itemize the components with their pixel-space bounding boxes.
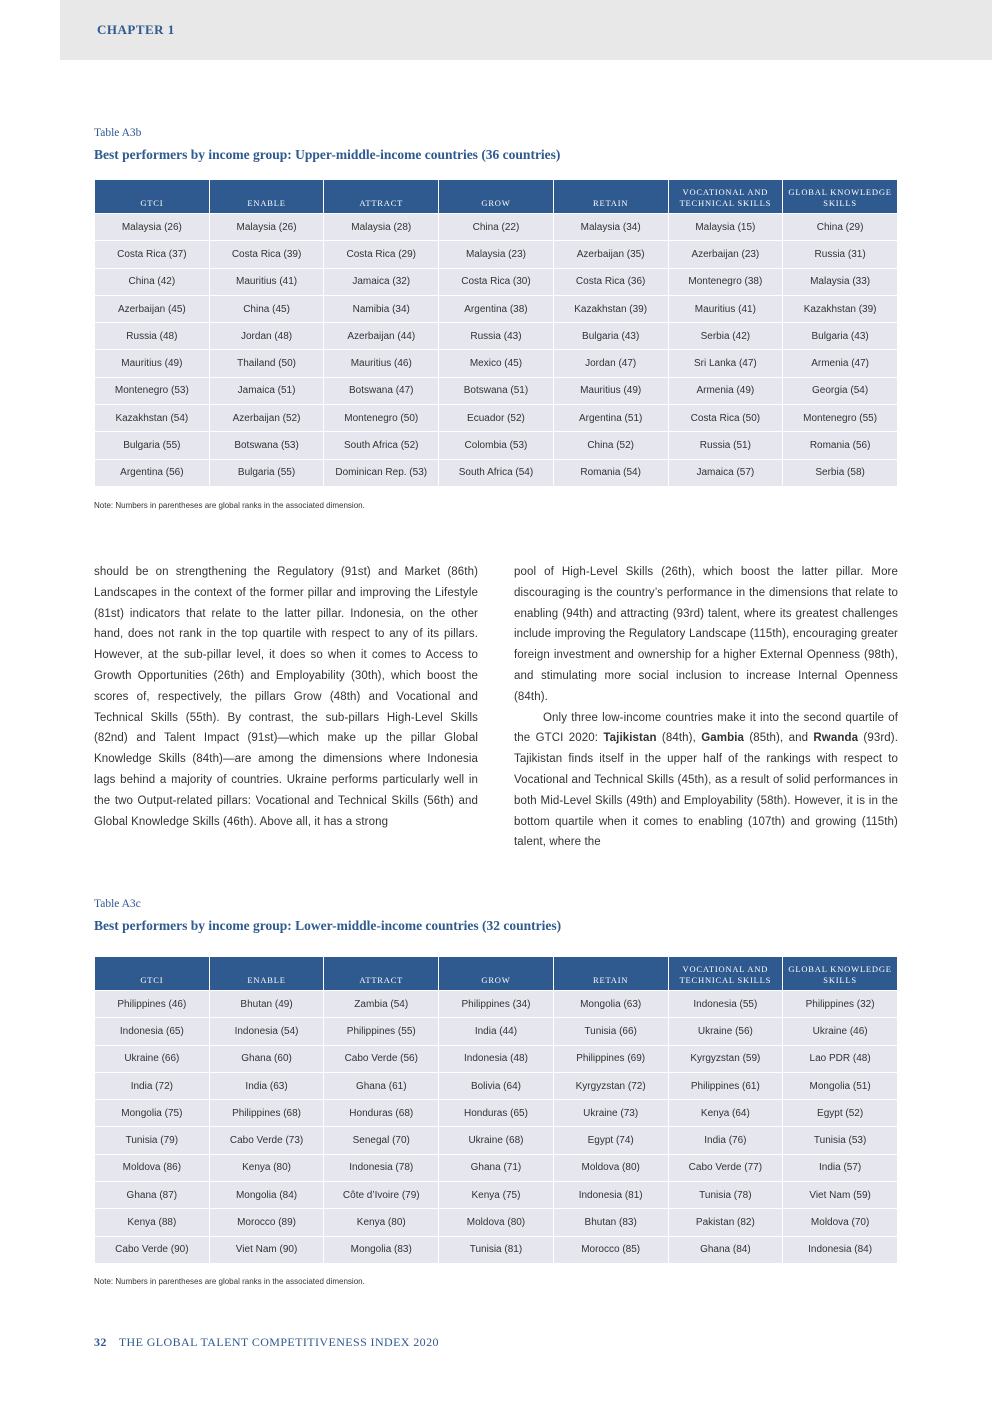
table-row	[95, 1182, 897, 1208]
table-row	[95, 378, 897, 404]
table-cell: Tunisia (81)	[439, 1237, 553, 1263]
column-header: GLOBAL KNOWLEDGE SKILLS	[783, 180, 897, 213]
table-cell: Tunisia (78)	[669, 1182, 783, 1208]
column-header: ATTRACT	[324, 957, 438, 990]
column-header: RETAIN	[554, 180, 668, 213]
table-cell: Costa Rica (39)	[210, 241, 324, 267]
table-row	[95, 460, 897, 486]
table-cell: Philippines (55)	[324, 1018, 438, 1044]
table-cell: Kenya (75)	[439, 1182, 553, 1208]
table-cell: Indonesia (48)	[439, 1046, 553, 1072]
table-cell: Cabo Verde (90)	[95, 1237, 209, 1263]
table-cell: Dominican Rep. (53)	[324, 460, 438, 486]
table-cell: Azerbaijan (45)	[95, 296, 209, 322]
table-cell: Romania (54)	[554, 460, 668, 486]
column-header: GROW	[439, 957, 553, 990]
table-cell: Bulgaria (55)	[210, 460, 324, 486]
column-header: VOCATIONAL AND TECHNICAL SKILLS	[669, 180, 783, 213]
table-cell: Colombia (53)	[439, 432, 553, 458]
table-cell: Ghana (87)	[95, 1182, 209, 1208]
table-row	[95, 1237, 897, 1263]
chapter-label: CHAPTER 1	[97, 22, 175, 37]
table-cell: Malaysia (15)	[669, 214, 783, 240]
table-cell: Russia (43)	[439, 323, 553, 349]
table-cell: India (76)	[669, 1127, 783, 1153]
table-cell: Moldova (80)	[554, 1155, 668, 1181]
table-cell: Kenya (88)	[95, 1209, 209, 1235]
column-header: GLOBAL KNOWLEDGE SKILLS	[783, 957, 897, 990]
table-a3c-label: Table A3c	[94, 898, 141, 910]
table-cell: Georgia (54)	[783, 378, 897, 404]
table-cell: Morocco (89)	[210, 1209, 324, 1235]
table-cell: Philippines (32)	[783, 991, 897, 1017]
table-cell: Tunisia (66)	[554, 1018, 668, 1044]
table-cell: Armenia (47)	[783, 350, 897, 376]
body-left-column	[94, 562, 478, 832]
table-cell: Mexico (45)	[439, 350, 553, 376]
table-cell: Malaysia (26)	[210, 214, 324, 240]
table-cell: Russia (48)	[95, 323, 209, 349]
country-gambia: Gambia	[701, 732, 744, 745]
text-run: (85th), and	[744, 732, 814, 745]
table-cell: Mongolia (75)	[95, 1100, 209, 1126]
table-cell: Costa Rica (29)	[324, 241, 438, 267]
table-cell: Malaysia (23)	[439, 241, 553, 267]
table-row	[95, 1155, 897, 1181]
table-row	[95, 432, 897, 458]
table-cell: Indonesia (54)	[210, 1018, 324, 1044]
publication-title: THE GLOBAL TALENT COMPETITIVENESS INDEX 2020	[118, 1335, 439, 1349]
table-cell: Namibia (34)	[324, 296, 438, 322]
table-cell: Senegal (70)	[324, 1127, 438, 1153]
page-footer	[94, 1335, 439, 1350]
table-cell: India (57)	[783, 1155, 897, 1181]
country-rwanda: Rwanda	[813, 732, 859, 745]
table-cell: Mongolia (83)	[324, 1237, 438, 1263]
table-cell: Philippines (34)	[439, 991, 553, 1017]
table-cell: Ghana (71)	[439, 1155, 553, 1181]
column-header: VOCATIONAL AND TECHNICAL SKILLS	[669, 957, 783, 990]
table-row	[95, 1127, 897, 1153]
table-a3b-title: Best performers by income group: Upper-middle-income countries (36 countries)	[94, 147, 561, 162]
table-cell: Mauritius (41)	[210, 269, 324, 295]
table-a3b-label: Table A3b	[94, 127, 142, 139]
table-cell: Argentina (38)	[439, 296, 553, 322]
table-cell: Zambia (54)	[324, 991, 438, 1017]
table-cell: China (42)	[95, 269, 209, 295]
table-cell: Indonesia (65)	[95, 1018, 209, 1044]
column-header: GTCI	[95, 180, 209, 213]
text-run: Only three low-income countries make it into the second quartile of the GTCI 2020:	[514, 711, 898, 745]
column-header: ENABLE	[210, 180, 324, 213]
table-cell: Malaysia (26)	[95, 214, 209, 240]
table-cell: Mauritius (41)	[669, 296, 783, 322]
table-cell: Ukraine (68)	[439, 1127, 553, 1153]
table-cell: Mongolia (63)	[554, 991, 668, 1017]
text-run: (93rd). Tajikistan finds itself in the upper half of the rankings with respect to Vocational and Technical Skills (45th), as a result of solid performances in both Mid-Level Skills (49th) and Employability (58th). However, it is in the bottom quartile when it comes to enabling (107th) and growing (115th) talent, where the	[514, 732, 899, 849]
table-cell: Egypt (52)	[783, 1100, 897, 1126]
table-cell: Viet Nam (59)	[783, 1182, 897, 1208]
table-cell: Moldova (80)	[439, 1209, 553, 1235]
table-cell: Jamaica (51)	[210, 378, 324, 404]
table-cell: Costa Rica (50)	[669, 405, 783, 431]
table-cell: Lao PDR (48)	[783, 1046, 897, 1072]
table-row	[95, 269, 897, 295]
table-cell: Costa Rica (36)	[554, 269, 668, 295]
table-cell: Côte d’Ivoire (79)	[324, 1182, 438, 1208]
table-cell: China (52)	[554, 432, 668, 458]
table-cell: Mongolia (84)	[210, 1182, 324, 1208]
table-cell: Kazakhstan (39)	[783, 296, 897, 322]
right-paragraph-2	[514, 708, 898, 854]
table-cell: Kenya (80)	[324, 1209, 438, 1235]
table-cell: Jamaica (57)	[669, 460, 783, 486]
table-cell: Indonesia (81)	[554, 1182, 668, 1208]
table-cell: Tunisia (79)	[95, 1127, 209, 1153]
table-cell: Malaysia (28)	[324, 214, 438, 240]
table-cell: Philippines (69)	[554, 1046, 668, 1072]
table-cell: Kyrgyzstan (72)	[554, 1073, 668, 1099]
table-cell: Argentina (51)	[554, 405, 668, 431]
table-row	[95, 405, 897, 431]
table-cell: Ghana (60)	[210, 1046, 324, 1072]
table-cell: Argentina (56)	[95, 460, 209, 486]
table-cell: Ghana (84)	[669, 1237, 783, 1263]
table-row	[95, 1209, 897, 1235]
table-cell: Jordan (48)	[210, 323, 324, 349]
table-cell: Viet Nam (90)	[210, 1237, 324, 1263]
table-cell: Cabo Verde (73)	[210, 1127, 324, 1153]
table-row	[95, 350, 897, 376]
table-cell: Indonesia (84)	[783, 1237, 897, 1263]
column-header: GROW	[439, 180, 553, 213]
table-cell: Romania (56)	[783, 432, 897, 458]
table-cell: Mongolia (51)	[783, 1073, 897, 1099]
table-cell: Egypt (74)	[554, 1127, 668, 1153]
table-cell: Kazakhstan (54)	[95, 405, 209, 431]
table-cell: Ukraine (46)	[783, 1018, 897, 1044]
column-header: ATTRACT	[324, 180, 438, 213]
table-cell: Bhutan (83)	[554, 1209, 668, 1235]
column-header: GTCI	[95, 957, 209, 990]
table-cell: Cabo Verde (77)	[669, 1155, 783, 1181]
table-cell: Azerbaijan (44)	[324, 323, 438, 349]
table-cell: Montenegro (53)	[95, 378, 209, 404]
table-cell: China (29)	[783, 214, 897, 240]
text-run: (84th),	[656, 732, 702, 745]
table-cell: Montenegro (38)	[669, 269, 783, 295]
table-cell: Indonesia (78)	[324, 1155, 438, 1181]
left-paragraph: should be on strengthening the Regulatory (91st) and Market (86th) Landscapes in the context of the former pillar and improving the Lifestyle (81st) indicators that relate to the latter pillar. Indonesia, on the other hand, does not rank in the top quartile with respect to any of its pillars. However, at the sub-pillar level, it does so when it comes to Access to Growth Opportunities (26th) and Employability (30th), which boost the scores of, respectively, the pillars Grow (48th) and Vocational and Technical Skills (55th). By contrast, the sub-pillars High-Level Skills (82nd) and Talent Impact (91st)—which make up the pillar Global Knowledge Skills (84th)—are among the dimensions where Indonesia lags behind a majority of countries. Ukraine performs particularly well in the two Output-related pillars: Vocational and Technical Skills (56th) and Global Knowledge Skills (46th). Above all, it has a strong	[94, 566, 478, 828]
table-cell: Bolivia (64)	[439, 1073, 553, 1099]
table-row	[95, 241, 897, 267]
table-cell: Azerbaijan (23)	[669, 241, 783, 267]
table-cell: Costa Rica (37)	[95, 241, 209, 267]
table-cell: Moldova (86)	[95, 1155, 209, 1181]
table-cell: Kenya (80)	[210, 1155, 324, 1181]
table-cell: Philippines (46)	[95, 991, 209, 1017]
table-cell: Sri Lanka (47)	[669, 350, 783, 376]
table-cell: Costa Rica (30)	[439, 269, 553, 295]
table-cell: Honduras (65)	[439, 1100, 553, 1126]
table-cell: Cabo Verde (56)	[324, 1046, 438, 1072]
right-paragraph-1: pool of High-Level Skills (26th), which boost the latter pillar. More discouraging is the country’s performance in the dimensions that relate to enabling (94th) and attracting (93rd) talent, where its greatest challenges include improving the Regulatory Landscape (115th), encouraging greater foreign investment and ownership for a higher External Openness (98th), and stimulating more social inclusion to increase Internal Openness (84th).	[514, 566, 898, 703]
table-cell: Mauritius (46)	[324, 350, 438, 376]
table-cell: Russia (31)	[783, 241, 897, 267]
table-cell: Azerbaijan (52)	[210, 405, 324, 431]
table-cell: Honduras (68)	[324, 1100, 438, 1126]
header-band	[60, 0, 992, 60]
table-cell: India (63)	[210, 1073, 324, 1099]
table-cell: Mauritius (49)	[554, 378, 668, 404]
table-cell: Ukraine (66)	[95, 1046, 209, 1072]
table-cell: Kenya (64)	[669, 1100, 783, 1126]
table-cell: Thailand (50)	[210, 350, 324, 376]
table-cell: Philippines (68)	[210, 1100, 324, 1126]
table-row	[95, 296, 897, 322]
table-cell: Serbia (58)	[783, 460, 897, 486]
country-tajikistan: Tajikistan	[603, 732, 657, 745]
table-cell: China (45)	[210, 296, 324, 322]
table-cell: Bulgaria (55)	[95, 432, 209, 458]
table-cell: Kyrgyzstan (59)	[669, 1046, 783, 1072]
table-cell: Armenia (49)	[669, 378, 783, 404]
table-cell: Azerbaijan (35)	[554, 241, 668, 267]
table-a3b	[94, 179, 898, 487]
table-cell: Bulgaria (43)	[554, 323, 668, 349]
table-header-row	[95, 957, 897, 990]
table-cell: Bhutan (49)	[210, 991, 324, 1017]
table-row	[95, 1018, 897, 1044]
table-cell: Botswana (51)	[439, 378, 553, 404]
table-a3c-note: Note: Numbers in parentheses are global ranks in the associated dimension.	[94, 1277, 365, 1286]
table-row	[95, 991, 897, 1017]
column-header: RETAIN	[554, 957, 668, 990]
table-cell: Tunisia (53)	[783, 1127, 897, 1153]
table-cell: Ukraine (56)	[669, 1018, 783, 1044]
table-a3c-title: Best performers by income group: Lower-middle-income countries (32 countries)	[94, 918, 562, 933]
table-cell: India (72)	[95, 1073, 209, 1099]
table-cell: Jamaica (32)	[324, 269, 438, 295]
table-cell: Montenegro (55)	[783, 405, 897, 431]
table-cell: Mauritius (49)	[95, 350, 209, 376]
table-header-row	[95, 180, 897, 213]
table-cell: Montenegro (50)	[324, 405, 438, 431]
table-a3b-note: Note: Numbers in parentheses are global ranks in the associated dimension.	[94, 501, 365, 510]
table-cell: Jordan (47)	[554, 350, 668, 376]
table-cell: China (22)	[439, 214, 553, 240]
table-cell: Moldova (70)	[783, 1209, 897, 1235]
table-cell: Malaysia (34)	[554, 214, 668, 240]
table-cell: Ukraine (73)	[554, 1100, 668, 1126]
table-cell: Russia (51)	[669, 432, 783, 458]
table-row	[95, 1046, 897, 1072]
table-cell: Botswana (53)	[210, 432, 324, 458]
table-cell: Malaysia (33)	[783, 269, 897, 295]
table-cell: Bulgaria (43)	[783, 323, 897, 349]
table-cell: Morocco (85)	[554, 1237, 668, 1263]
table-cell: India (44)	[439, 1018, 553, 1044]
table-cell: Kazakhstan (39)	[554, 296, 668, 322]
body-right-column	[514, 562, 898, 853]
table-a3c	[94, 956, 898, 1264]
table-cell: South Africa (52)	[324, 432, 438, 458]
table-cell: Serbia (42)	[669, 323, 783, 349]
table-row	[95, 214, 897, 240]
table-cell: Botswana (47)	[324, 378, 438, 404]
table-cell: Philippines (61)	[669, 1073, 783, 1099]
table-cell: Ghana (61)	[324, 1073, 438, 1099]
page-number: 32	[94, 1335, 107, 1349]
table-row	[95, 323, 897, 349]
table-cell: Ecuador (52)	[439, 405, 553, 431]
table-cell: Indonesia (55)	[669, 991, 783, 1017]
table-cell: South Africa (54)	[439, 460, 553, 486]
table-row	[95, 1100, 897, 1126]
table-cell: Pakistan (82)	[669, 1209, 783, 1235]
table-row	[95, 1073, 897, 1099]
column-header: ENABLE	[210, 957, 324, 990]
